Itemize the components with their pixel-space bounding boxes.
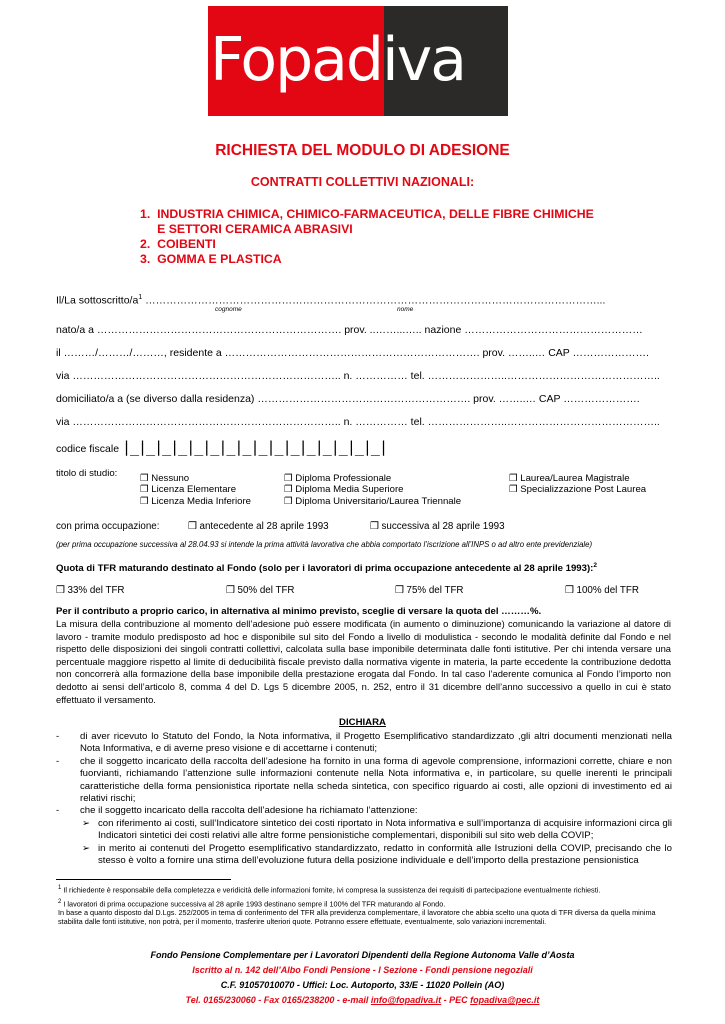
dichiara-subitem-text: con riferimento ai costi, sull’Indicatore sintetico dei costi riportato in Nota informativa e sull’importanza di acquisire informazioni circa gli Indicatori sintetici dei costi relativi alle altre forme pensionistiche complementari, disponibili sul sito web della COVIP;	[98, 817, 672, 842]
studio-option-checkbox[interactable]: ❒ Diploma Professionale	[284, 473, 392, 484]
page-title: RICHIESTA DEL MODULO DI ADESIONE	[215, 142, 510, 159]
quota-50-checkbox[interactable]: ❒ 50% del TFR	[226, 585, 295, 596]
footnote-divider	[56, 879, 231, 880]
titolo-studio-label: titolo di studio:	[56, 468, 118, 479]
codice-fiscale-label: codice fiscale	[56, 443, 120, 456]
studio-option-checkbox[interactable]: ❒ Diploma Universitario/Laurea Triennale	[284, 495, 462, 507]
studio-option-checkbox[interactable]: ❒ Specializzazione Post Laurea	[509, 484, 647, 496]
dichiara-item	[56, 805, 672, 817]
quota-tfr-title-text: Quota di TFR maturando destinato al Fondo (solo per i lavoratori di prima occupazione antecedente al 28 aprile 1993):	[56, 563, 594, 575]
dichiara-item	[56, 756, 672, 806]
quota-75-checkbox[interactable]: ❒ 75% del TFR	[395, 585, 464, 596]
footer-line-2: Iscritto al n. 142 dell’Albo Fondi Pensione - I Sezione - Fondi pensione negoziali	[192, 965, 533, 975]
studio-option-checkbox[interactable]: ❒ Licenza Elementare	[140, 484, 237, 496]
contracts-list-item: 1. INDUSTRIA CHIMICA, CHIMICO-FARMACEUTICA, DELLE FIBRE CHIMICHE	[140, 207, 594, 221]
studio-column-2	[284, 473, 461, 507]
quota-100-checkbox[interactable]: ❒ 100% del TFR	[565, 585, 639, 596]
contracts-list-item: E SETTORI CERAMICA ABRASIVI	[140, 222, 353, 236]
footnote-ref-2: 2	[593, 562, 597, 569]
footnote-ref-1: 1	[138, 294, 143, 301]
fopadiva-logo	[208, 6, 508, 116]
footer-line-3: C.F. 91057010070 - Uffici: Loc. Autoporto, 33/E - 11020 Pollein (AO)	[220, 980, 505, 990]
studio-option-checkbox[interactable]: ❒ Laurea/Laurea Magistrale	[509, 473, 630, 484]
cognome-caption: cognome	[215, 306, 242, 313]
codice-fiscale-boxes[interactable]: |_|_|_|_|_|_|_|_|_|_|_|_|_|_|_|_|	[121, 438, 387, 456]
dash-bullet: -	[56, 755, 60, 767]
dichiara-item-text: di aver ricevuto lo Statuto del Fondo, la Nota informativa, il Progetto Esemplificativo standardizzato ,gli altri documenti menzionati nella Nota Informativa, e di averne preso visione e di accettarne i contenuti;	[80, 731, 672, 755]
contracts-list-item: 2. COIBENTI	[140, 237, 216, 251]
page-subtitle: CONTRATTI COLLETTIVI NAZIONALI:	[250, 175, 475, 189]
contributo-paragraph: La misura della contribuzione al momento dell’adesione può essere modificata (in aumento o diminuzione) comunicando la variazione al datore di lavoro - tramite modulo predisposto ad hoc e disponibile sul sito del Fondo a livello di modulistica - secondo le modalità definite dal Fondo e nel rispetto delle disposizioni dei singoli contratti collettivi, calcolata sulla base imponibile determinata dalle fonti istitutive. Per chi intenda versare una percentuale maggiore rispetto al limite di deducibilità fiscale previsto dalla normativa vigente in materia, la parte eccedente la contribuzione dedotta non concorrerà alla formazione della base imponibile della prestazione erogata dal Fondo. In tal caso l’aderente comunica al Fondo l’importo non dedotto ai sensi dell’articolo 8, comma 4 del D. Lgs 5 dicembre 2005, n. 252, entro il 31 dicembre dell’anno successivo a quello in cui è stato effettuato il versamento.	[56, 618, 671, 705]
footnote-2-text-a: I lavoratori di prima occupazione successiva al 28 aprile 1993 destinano sempre il 100% del TFR maturando al Fondo.	[63, 899, 446, 909]
quota-tfr-title	[56, 562, 597, 574]
pec-link[interactable]: fopadiva@pec.it	[470, 995, 540, 1005]
dichiara-item	[56, 731, 672, 756]
studio-option-checkbox[interactable]: ❒ Nessuno	[140, 473, 190, 484]
dichiara-title: DICHIARA	[339, 717, 386, 728]
prima-occupazione-note: (per prima occupazione successiva al 28.04.93 si intende la prima attività lavorativa che abbia comportato l’iscrizione all’INPS o ad altro ente previdenziale)	[56, 540, 593, 549]
studio-option-checkbox[interactable]: ❒ Licenza Media Inferiore	[140, 495, 251, 507]
dash-bullet: -	[56, 805, 60, 817]
sottoscritto-row[interactable]	[56, 294, 605, 307]
dichiara-heading	[0, 717, 725, 728]
prima-occupazione-successiva-checkbox[interactable]: ❒ successiva al 28 aprile 1993	[370, 521, 505, 532]
footer-line-4	[0, 995, 725, 1005]
prima-occupazione-label: con prima occupazione:	[56, 521, 160, 532]
prima-occupazione-antecedente-checkbox[interactable]: ❒ antecedente al 28 aprile 1993	[188, 521, 329, 532]
footer-line-1: Fondo Pensione Complementare per i Lavoratori Dipendenti della Regione Autonoma Valle d’Aosta	[150, 950, 575, 960]
footnote-2	[58, 898, 673, 926]
contracts-list	[140, 207, 594, 267]
footer-contacts: Tel. 0165/230060 - Fax 0165/238200 - e-mail	[185, 995, 371, 1005]
nato-field[interactable]: nato/a a ……………………………………………………………. prov. ..……...….. nazione ……………………………………………	[56, 324, 643, 336]
footnote-2-marker: 2	[58, 899, 62, 905]
dichiara-item-text: che il soggetto incaricato della raccolta dell’adesione ha fornito in una forma di agevole comprensione, informazioni corrette, chiare e non fuorvianti, richiamando l’attenzione sulle informazioni contenute nella Nota informativa e, in particolare, su quelle inerenti le principali caratteristiche della forma pensionistica riportate nella scheda sintetica, con specifico riguardo ai costi, alle opzioni di investimento ed ai relativi rischi;	[80, 755, 672, 805]
studio-option-checkbox[interactable]: ❒ Diploma Media Superiore	[284, 484, 404, 496]
dichiara-subitem	[56, 843, 672, 868]
dash-bullet: -	[56, 731, 60, 742]
contributo-title: Per il contributo a proprio carico, in alternativa al minimo previsto, sceglie di versare la quota del ………%.	[56, 606, 542, 617]
footer-pec-label: - PEC	[441, 995, 471, 1005]
via-residenza-field[interactable]: via ………………………………………………………………….. n. …………… tel. …………………..……………………………………..	[56, 370, 660, 382]
dichiara-subitem-text: in merito ai contenuti del Progetto esemplificativo standardizzato, redatto in conformità alle Istruzioni della COVIP, precisando che lo stesso è volto a fornire una stima dell’evoluzione futura della posizione individuale e dell’importo della prestazione pensionistica	[98, 842, 672, 867]
dichiara-list	[56, 731, 672, 867]
dichiara-subitem	[56, 818, 672, 843]
domicilio-field[interactable]: domiciliato/a a (se diverso dalla residenza) ……………………………………………………. prov. ……..… CAP ………………….	[56, 393, 640, 405]
codice-fiscale-row[interactable]	[56, 438, 387, 456]
sottoscritto-dots[interactable]: …………………………………………………………………………………………………………………...	[145, 294, 606, 307]
footnote-1-text: Il richiedente è responsabile della completezza e veridicità delle informazioni fornite, ivi compresa la sussistenza dei requisiti di partecipazione eventualmente richiesti.	[63, 885, 601, 895]
nascita-residenza-field[interactable]: il ………/………/………, residente a ………………………………………………………………. prov. ……..… CAP ………………….	[56, 347, 649, 359]
nome-caption: nome	[397, 306, 414, 313]
studio-column-3	[509, 473, 646, 496]
sottoscritto-label: Il/La sottoscritto/a	[56, 294, 139, 307]
arrow-bullet-icon: ➢	[82, 842, 91, 854]
footnote-1	[58, 884, 673, 894]
email-link[interactable]: info@fopadiva.it	[370, 995, 442, 1005]
arrow-bullet-icon: ➢	[82, 817, 91, 829]
quota-33-checkbox[interactable]: ❒ 33% del TFR	[56, 585, 125, 596]
logo-wordmark: Fopadiva	[210, 25, 465, 95]
dichiara-item-text: che il soggetto incaricato della raccolta dell’adesione ha richiamato l’attenzione:	[80, 805, 418, 817]
contracts-list-item: 3. GOMMA E PLASTICA	[140, 252, 282, 266]
footnote-2-text-b: In base a quanto disposto dal D.Lgs. 252/2005 in tema di conferimento del TFR alla previdenza complementare, il lavoratore che abbia scelto una quota di TFR diversa da quella minima stabilita dalle fonti istitutive, non potrà, per il momento, trasferire ulteriori quote. Potranno essere effettuate, eventualmente, solo variazioni incrementali.	[58, 908, 656, 927]
footnote-1-marker: 1	[58, 885, 62, 891]
via-domicilio-field[interactable]: via ………………………………………………………………….. n. …………… tel. …………………..……………………………………..	[56, 416, 660, 428]
studio-column-1	[140, 473, 251, 507]
